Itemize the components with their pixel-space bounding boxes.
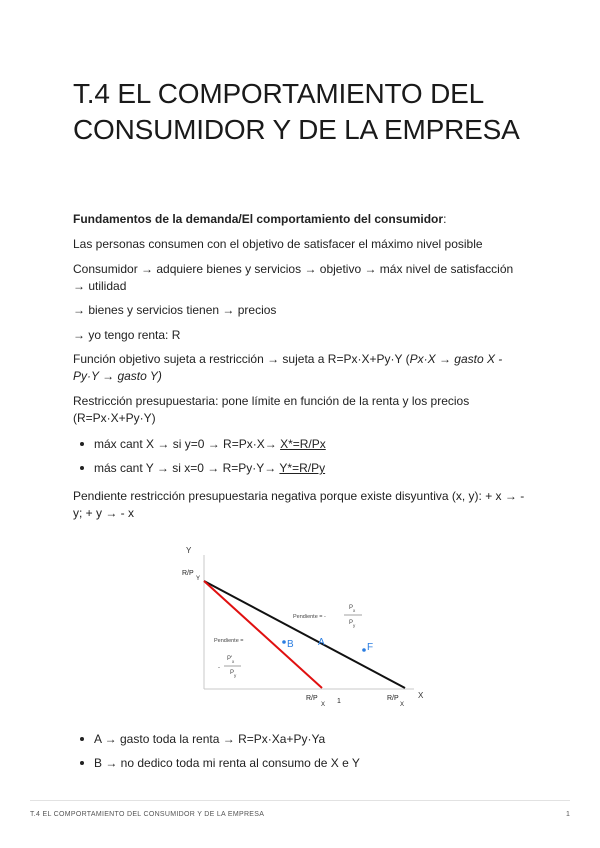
pendiente-red-denominator-subscript: y [234, 673, 237, 678]
section-heading: Fundamentos de la demanda/El comportamiento del consumidor [73, 212, 444, 226]
point-f-dot [362, 648, 366, 652]
pendiente-black-numerator-subscript: x [353, 608, 356, 613]
pendiente-red-numerator: P' [227, 656, 233, 662]
x-intercept-black-subscript: X [400, 702, 405, 708]
pendiente-black-denominator: P [349, 620, 354, 626]
x-intercept-black-label: R/P [387, 695, 399, 702]
objective-function-text: Función objetivo sujeta a restricción → sujeta a R=Px·X+Py·Y ( [73, 352, 410, 366]
pendiente-red-label: Pendiente = [214, 638, 244, 644]
objective-function-italic-cont: Py·Y → gasto Y) [73, 369, 162, 383]
list-item-text: A → gasto toda la renta → R=Px·Xa+Py·Ya [94, 732, 326, 746]
list-item-text: máx cant X → si y=0 → R=Px·X→ [94, 437, 281, 451]
paragraph-line: Restricción presupuestaria: pone límite en función de la renta y los precios [73, 394, 470, 408]
list-item-text: B → no dedico toda mi renta al consumo de X e Y [94, 756, 360, 770]
paragraph-line: Las personas consumen con el objetivo de satisfacer el máximo nivel posible [73, 237, 483, 251]
objective-function-italic: Px·X → gasto X - [409, 352, 503, 366]
paragraph-line: → utilidad [73, 279, 127, 293]
list-item-underlined: Y*=R/Py [279, 461, 326, 475]
list-item [80, 460, 325, 477]
x-axis-label: X [418, 691, 424, 700]
pendiente-red-numerator-subscript: x [232, 659, 235, 664]
bullet-icon [80, 442, 84, 446]
point-b-dot [282, 640, 286, 644]
red-line-tick: 1 [337, 698, 341, 705]
paragraph-line: → bienes y servicios tienen → precios [73, 303, 277, 317]
budget-constraint-figure [176, 543, 436, 713]
list-item [80, 731, 325, 748]
x-intercept-red-label: R/P [306, 695, 318, 702]
x-intercept-red-subscript: X [321, 702, 326, 708]
paragraph-line: y; + y → - x [73, 506, 135, 520]
page-number: 1 [566, 811, 570, 818]
pendiente-black-numerator: P [349, 605, 354, 611]
list-item [80, 755, 360, 772]
bullet-icon [80, 761, 84, 765]
paragraph-line [73, 368, 533, 385]
section-heading-suffix: : [443, 212, 447, 226]
list-item-underlined: X*=R/Px [280, 437, 326, 451]
footer-divider [30, 800, 570, 801]
paragraph-line: Consumidor → adquiere bienes y servicios → objetivo → máx nivel de satisfacción [73, 262, 514, 276]
paragraph-line: → yo tengo renta: R [73, 328, 181, 342]
point-b-label: B [287, 639, 294, 650]
pendiente-red-denominator: P [230, 670, 235, 676]
point-f-label: F [367, 642, 374, 653]
bullet-icon [80, 737, 84, 741]
pendiente-red-minus: - [218, 665, 220, 671]
pendiente-black-label: Pendiente = - [293, 614, 326, 620]
paragraph-line: Pendiente restricción presupuestaria negativa porque existe disyuntiva (x, y): + x → - [73, 489, 525, 503]
page-title: T.4 EL COMPORTAMIENTO DEL CONSUMIDOR Y DE LA EMPRESA [73, 78, 520, 145]
section-heading-line [73, 211, 533, 228]
paragraph-line [73, 351, 533, 368]
y-intercept-subscript: Y [196, 576, 201, 582]
page-footer: T.4 EL COMPORTAMIENTO DEL CONSUMIDOR Y DE LA EMPRESA [30, 811, 265, 818]
bullet-icon [80, 466, 84, 470]
paragraph-line: (R=Px·X+Py·Y) [73, 411, 156, 425]
y-axis-label: Y [186, 546, 192, 555]
point-a-label: A [318, 637, 325, 648]
list-item [80, 436, 326, 453]
list-item-text: más cant Y → si x=0 → R=Py·Y→ [94, 461, 280, 475]
pendiente-black-denominator-subscript: y [353, 623, 356, 628]
y-intercept-label: R/P [182, 570, 194, 577]
